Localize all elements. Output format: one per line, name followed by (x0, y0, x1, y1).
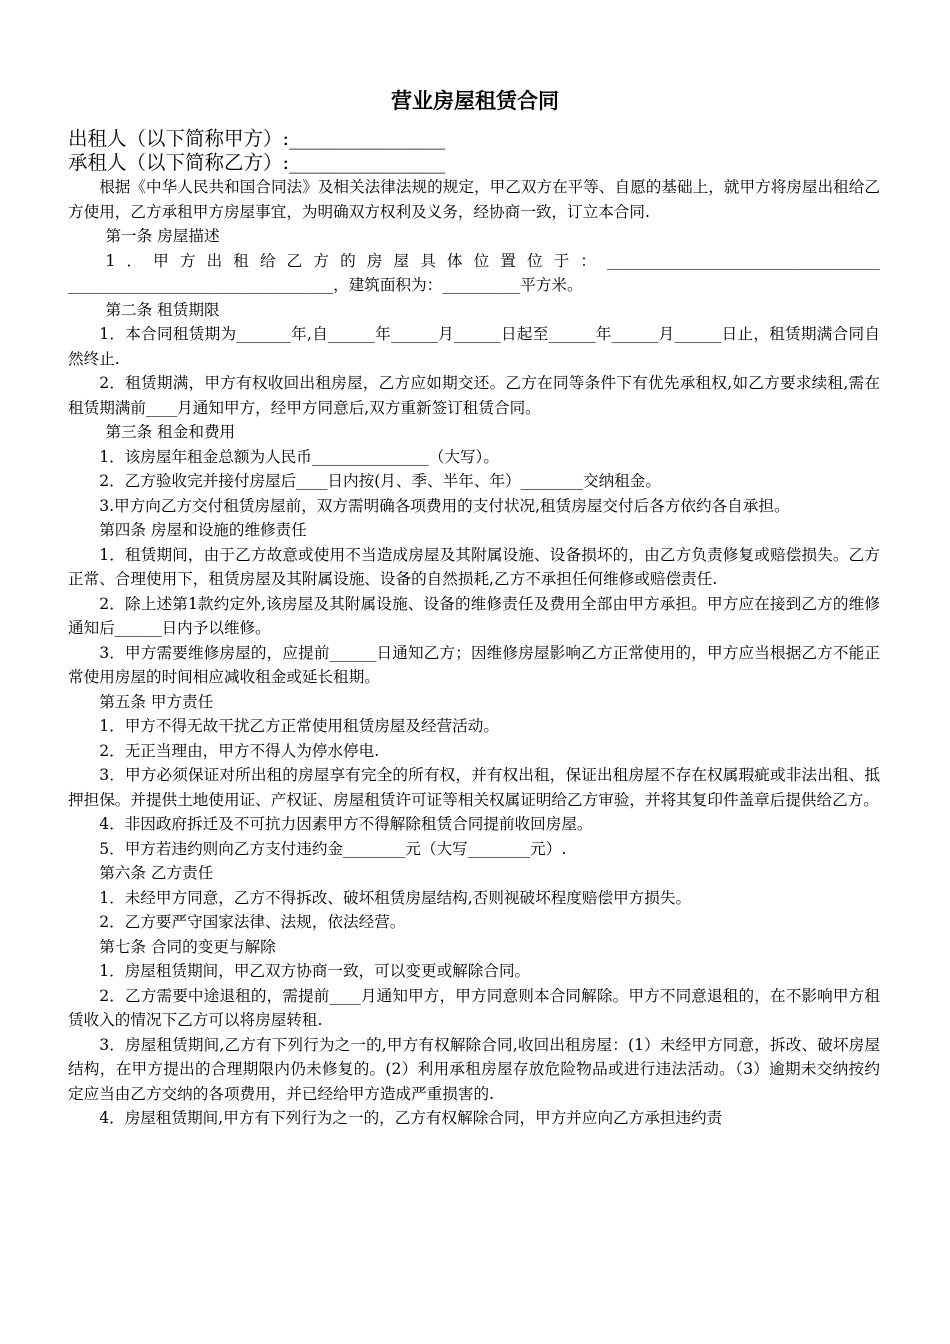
clause-paragraph: 1．甲方不得无故干扰乙方正常使用租赁房屋及经营活动。 (99, 717, 499, 735)
lessee-line: 承租人（以下简称乙方）:________________ (68, 151, 446, 174)
lessor-line: 出租人（以下简称甲方）:________________ (68, 127, 446, 150)
document-title: 营业房屋租赁合同 (391, 89, 559, 113)
clause-paragraph: 5．甲方若违约则向乙方支付违约金________元（大写________元）. (99, 839, 567, 858)
clause-paragraph: 4．非因政府拆迁及不可抗力因素甲方不得解除租赁合同提前收回房屋。 (99, 815, 593, 833)
clause-paragraph: 1．未经甲方同意，乙方不得拆改、破坏租赁房屋结构,否则视破坏程度赔偿甲方损失。 (99, 888, 692, 907)
article-heading: 第二条 租赁期限 (105, 300, 220, 319)
clause-paragraph: 2．乙方需要中途退租的，需提前____月通知甲方，甲方同意则本合同解除。甲方不同意退租的，在不影响甲方租赁收入的情况下乙方可以将房屋转租. (68, 986, 880, 1029)
clause-paragraph: 3．甲方必须保证对所出租的房屋享有完全的所有权，并有权出租，保证出租房屋不存在权属瑕疵或非法出租、抵押担保。并提供土地使用证、产权证、房屋租赁许可证等相关权属证明给乙方审验，并将其复印件盖章后提供给乙方。 (68, 766, 880, 809)
clause-paragraph: 根据《中华人民共和国合同法》及相关法律法规的规定，甲乙双方在平等、自愿的基础上，就甲方将房屋出租给乙方使用，乙方承租甲方房屋事宜，为明确双方权利及义务，经协商一致，订立本合同. (68, 178, 880, 221)
clause-paragraph: 第四条 房屋和设施的维修责任 (99, 521, 307, 539)
clause-paragraph: 第五条 甲方责任 (99, 692, 214, 711)
clause-paragraph: 第七条 合同的变更与解除 (99, 937, 276, 956)
article-heading: 第三条 租金和费用 (105, 423, 236, 441)
clause-paragraph: 2．无正当理由，甲方不得人为停水停电. (99, 741, 380, 760)
clause-paragraph: 第六条 乙方责任 (99, 864, 214, 882)
clause-paragraph: 1．本合同租赁期为_______年,自______年______月______日起至______年______月______日止，租赁期满合同自然终止. (68, 325, 880, 368)
clause-paragraph: 2．乙方验收完并接付房屋后____日内按(月、季、半年、年）________交纳租金。 (99, 472, 661, 490)
clause-paragraph: 1．租赁期间，由于乙方故意或使用不当造成房屋及其附属设施、设备损坏的，由乙方负责修复或赔偿损失。乙方正常、合理使用下，租赁房屋及其附属设施、设备的自然损耗,乙方不承担任何维修或赔偿责任. (68, 545, 880, 588)
clause-paragraph: 2．租赁期满，甲方有权收回出租房屋，乙方应如期交还。乙方在同等条件下有优先承租权,如乙方要求续租,需在租赁期满前____月通知甲方，经甲方同意后,双方重新签订租赁合同。 (68, 374, 880, 417)
clause-paragraph: 4．房屋租赁期间,甲方有下列行为之一的，乙方有权解除合同，甲方并应向乙方承担违约责 (99, 1109, 723, 1127)
clause-paragraph: 1．该房屋年租金总额为人民币_______________（大写）。 (99, 447, 499, 466)
clause-paragraph: 3．房屋租赁期间,乙方有下列行为之一的,甲方有权解除合同,收回出租房屋：(1）未经甲方同意，拆改、破坏房屋结构，在甲方提出的合理期限内仍未修复的。(2）利用承租房屋存放危险物品或进行违法活动。（3）逾期未交纳按约定应当由乙方交纳的各项费用，并已经给甲方造成严重损害的. (68, 1035, 880, 1103)
clause-paragraph: 3．甲方需要维修房屋的，应提前______日通知乙方；因维修房屋影响乙方正常使用的，甲方应当根据乙方不能正常使用房屋的时间相应减收租金或延长租期。 (68, 643, 880, 686)
clause-paragraph: 1．房屋租赁期间，甲乙双方协商一致，可以变更或解除合同。 (99, 962, 531, 980)
clause-paragraph: 2．除上述第1款约定外,该房屋及其附属设施、设备的维修责任及费用全部由甲方承担。甲方应在接到乙方的维修通知后______日内予以维修。 (68, 594, 880, 637)
article-heading: 第一条 房屋描述 (105, 227, 220, 245)
contract-body (68, 175, 880, 1131)
clause-paragraph: 2．乙方要严守国家法律、法规，依法经营。 (99, 913, 406, 931)
clause-paragraph: 3.甲方向乙方交付租赁房屋前，双方需明确各项费用的支付状况,租赁房屋交付后各方依约各自承担。 (99, 496, 790, 515)
clause-paragraph: 1．甲方出租给乙方的房屋具体位置位于：___________________________________ __________________________________，建筑面积为：__________平方米。 (68, 251, 880, 294)
